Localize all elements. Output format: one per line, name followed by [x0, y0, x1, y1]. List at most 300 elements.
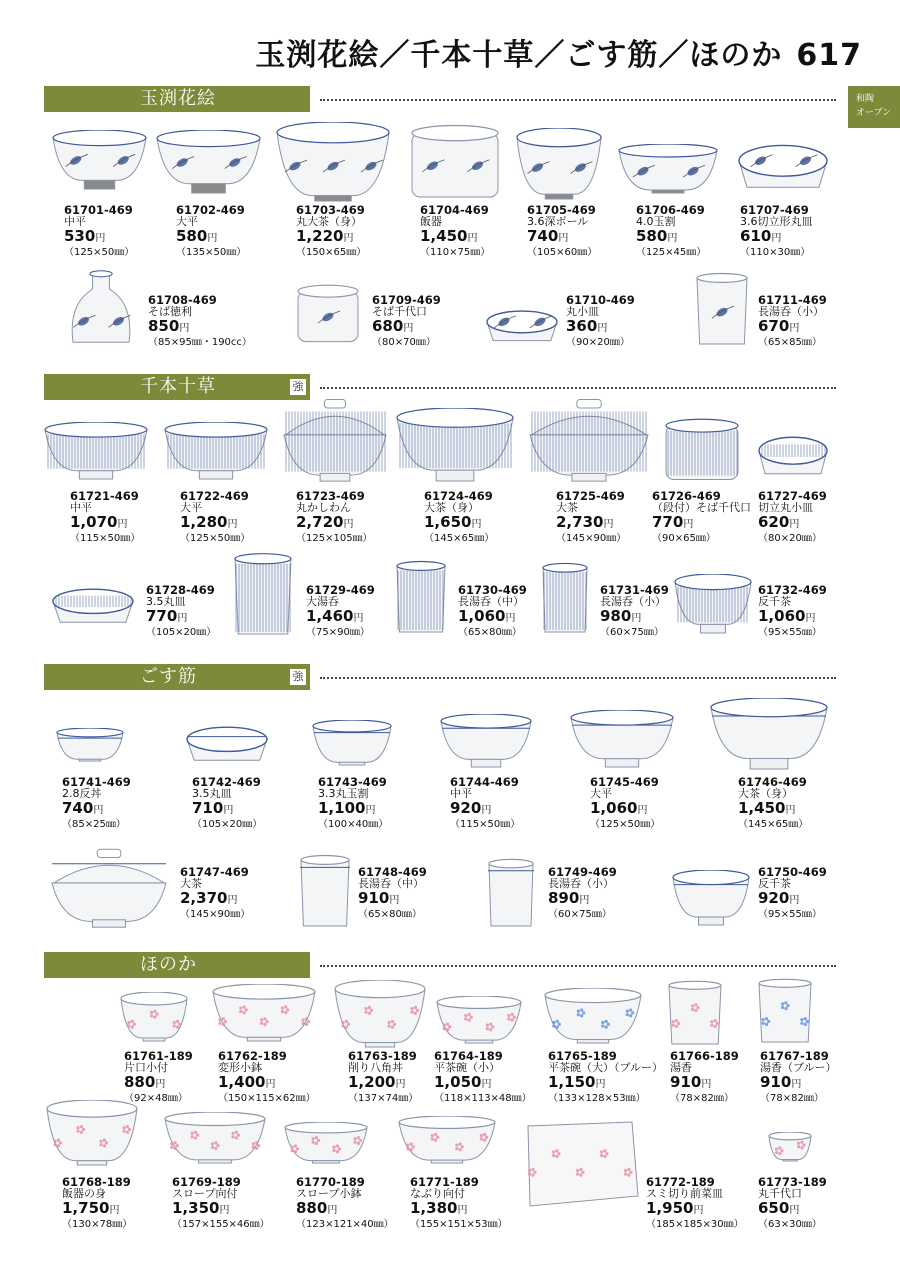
product-price	[176, 228, 246, 247]
product-dimensions: （65×80㎜）	[458, 627, 522, 638]
price-value: 670	[758, 317, 790, 335]
product-image	[756, 978, 814, 1044]
product-code: 61746-469	[738, 775, 807, 789]
product-code: 61743-469	[318, 775, 387, 789]
product-info	[64, 204, 134, 259]
price-unit: 円	[701, 1079, 712, 1090]
product-image	[276, 122, 390, 202]
product-illustration	[212, 984, 316, 1042]
product-illustration	[540, 562, 590, 634]
product-image	[486, 310, 558, 344]
section-title: 千本十草	[140, 376, 216, 397]
price-unit: 円	[785, 805, 796, 816]
product-illustration	[284, 1122, 368, 1164]
product-code: 61763-189	[348, 1049, 417, 1063]
price-unit: 円	[481, 805, 492, 816]
price-value: 910	[358, 889, 390, 907]
product-code: 61768-189	[62, 1175, 131, 1189]
product-dimensions: （75×90㎜）	[306, 627, 370, 638]
product-code: 61727-469	[758, 489, 827, 503]
product-code: 61742-469	[192, 775, 261, 789]
product-dimensions: （145×90㎜）	[556, 533, 627, 544]
product-image	[334, 980, 426, 1048]
product-price	[556, 514, 626, 533]
product-image	[296, 284, 360, 344]
product-price	[590, 800, 660, 819]
price-value: 770	[146, 607, 178, 625]
product-price	[566, 318, 635, 337]
side-index-tab	[848, 86, 900, 128]
product-name: 変形小鉢	[218, 1061, 262, 1074]
product-dimensions: （110×75㎜）	[420, 247, 491, 258]
product-dimensions: （145×65㎜）	[424, 533, 495, 544]
product-dimensions: （123×121×40㎜）	[296, 1219, 394, 1230]
product-illustration	[52, 588, 134, 626]
price-value: 1,060	[458, 607, 506, 625]
product-illustration	[66, 270, 136, 346]
price-unit: 円	[179, 323, 190, 334]
product-name: 3.5丸皿	[192, 787, 232, 800]
product-info	[70, 490, 140, 545]
product-illustration	[186, 726, 268, 764]
product-code: 61730-469	[458, 583, 527, 597]
product-name: 大湯呑	[306, 595, 339, 608]
product-price	[124, 1074, 193, 1093]
price-unit: 円	[471, 519, 482, 530]
product-illustration	[436, 996, 522, 1044]
product-image	[44, 422, 148, 480]
product-price	[192, 800, 262, 819]
product-dimensions: （80×20㎜）	[758, 533, 822, 544]
product-illustration	[52, 130, 147, 190]
product-illustration	[440, 714, 532, 768]
product-code: 61724-469	[424, 489, 493, 503]
product-dimensions: （85×95㎜・190cc）	[148, 337, 252, 348]
product-image	[570, 710, 674, 768]
section-title: ほのか	[140, 954, 197, 975]
product-price	[296, 514, 373, 533]
price-value: 1,100	[318, 799, 366, 817]
product-price	[146, 608, 216, 627]
product-price	[172, 1200, 270, 1219]
price-value: 920	[450, 799, 482, 817]
product-info	[62, 1176, 132, 1231]
product-image	[544, 988, 642, 1044]
price-unit: 円	[481, 1079, 492, 1090]
product-illustration	[618, 144, 718, 194]
product-illustration	[710, 698, 828, 770]
product-illustration	[164, 422, 268, 480]
product-illustration	[758, 436, 828, 478]
product-price	[758, 318, 827, 337]
section-divider	[320, 99, 836, 101]
product-dimensions: （185×185×30㎜）	[646, 1219, 744, 1230]
product-name: 大茶	[556, 501, 578, 514]
product-info	[420, 204, 490, 259]
product-illustration	[394, 560, 448, 634]
product-dimensions: （95×55㎜）	[758, 909, 822, 920]
product-dimensions: （137×74㎜）	[348, 1093, 419, 1104]
product-code: 61750-469	[758, 865, 827, 879]
price-unit: 円	[389, 895, 400, 906]
price-unit: 円	[457, 1205, 468, 1216]
price-unit: 円	[327, 1205, 338, 1216]
product-image	[664, 418, 740, 482]
product-dimensions: （150×115×62㎜）	[218, 1093, 316, 1104]
product-info	[758, 1176, 827, 1231]
price-value: 360	[566, 317, 598, 335]
product-image	[56, 728, 124, 762]
price-value: 1,460	[306, 607, 354, 625]
product-illustration	[398, 1116, 496, 1164]
product-price	[70, 514, 140, 533]
product-illustration	[410, 124, 500, 200]
product-price	[458, 608, 527, 627]
product-price	[527, 228, 597, 247]
product-image	[284, 1122, 368, 1164]
product-dimensions: （115×50㎜）	[450, 819, 521, 830]
product-illustration	[232, 552, 294, 636]
product-info	[296, 1176, 394, 1231]
product-price	[296, 1200, 394, 1219]
price-unit: 円	[365, 805, 376, 816]
product-code: 61705-469	[527, 203, 596, 217]
product-info	[148, 294, 252, 349]
price-unit: 円	[265, 1079, 276, 1090]
product-illustration	[672, 870, 750, 926]
product-image	[410, 124, 500, 200]
price-unit: 円	[227, 519, 238, 530]
price-unit: 円	[579, 895, 590, 906]
product-image	[394, 560, 448, 634]
product-name: 切立丸小皿	[758, 501, 813, 514]
product-dimensions: （78×82㎜）	[760, 1093, 824, 1104]
product-name: 大平	[176, 215, 198, 228]
product-name: 長湯呑（小）	[758, 305, 824, 318]
product-price	[758, 1200, 827, 1219]
product-info	[527, 204, 597, 259]
price-unit: 円	[603, 519, 614, 530]
product-dimensions: （115×50㎜）	[70, 533, 141, 544]
price-value: 740	[527, 227, 559, 245]
product-dimensions: （85×25㎜）	[62, 819, 126, 830]
product-illustration	[276, 122, 390, 202]
product-code: 61707-469	[740, 203, 809, 217]
product-image	[694, 272, 750, 346]
product-price	[296, 228, 366, 247]
product-code: 61722-469	[180, 489, 249, 503]
product-code: 61766-189	[670, 1049, 739, 1063]
price-value: 770	[652, 513, 684, 531]
product-name: そば千代口	[372, 305, 427, 318]
product-image	[528, 396, 650, 482]
strength-badge: 強	[290, 669, 306, 685]
product-name: 丸大茶（身）	[296, 215, 362, 228]
product-dimensions: （125×50㎜）	[180, 533, 251, 544]
price-value: 1,750	[62, 1199, 110, 1217]
product-info	[636, 204, 706, 259]
product-illustration	[164, 1112, 266, 1164]
product-code: 61745-469	[590, 775, 659, 789]
price-value: 1,060	[590, 799, 638, 817]
product-code: 61771-189	[410, 1175, 479, 1189]
product-info	[738, 776, 808, 831]
product-dimensions: （100×40㎜）	[318, 819, 389, 830]
product-price	[636, 228, 706, 247]
product-code: 61708-469	[148, 293, 217, 307]
price-unit: 円	[597, 323, 608, 334]
product-name: そば徳利	[148, 305, 192, 318]
product-code: 61701-469	[64, 203, 133, 217]
product-name: なぶり向付	[410, 1187, 465, 1200]
product-info	[566, 294, 635, 349]
price-unit: 円	[343, 233, 354, 244]
product-dimensions: （60×75㎜）	[600, 627, 664, 638]
product-image	[520, 1120, 640, 1210]
price-unit: 円	[789, 1205, 800, 1216]
product-image	[52, 130, 147, 190]
product-name: 大平	[180, 501, 202, 514]
product-dimensions: （150×65㎜）	[296, 247, 367, 258]
product-dimensions: （125×105㎜）	[296, 533, 373, 544]
price-value: 1,050	[434, 1073, 482, 1091]
product-name: スロープ小鉢	[296, 1187, 362, 1200]
price-value: 740	[62, 799, 94, 817]
product-price	[652, 514, 751, 533]
product-image	[436, 996, 522, 1044]
product-name: （段付）そば千代口	[652, 501, 751, 514]
product-price	[180, 514, 250, 533]
product-illustration	[56, 728, 124, 762]
product-name: 丸かしわん	[296, 501, 351, 514]
product-price	[358, 890, 427, 909]
product-dimensions: （78×82㎜）	[670, 1093, 734, 1104]
section-divider	[320, 677, 836, 679]
product-price	[410, 1200, 508, 1219]
product-name: 3.6深ボール	[527, 215, 589, 228]
product-image	[120, 992, 188, 1042]
price-unit: 円	[791, 1079, 802, 1090]
price-unit: 円	[789, 323, 800, 334]
product-image	[768, 1132, 812, 1162]
product-code: 61726-469	[652, 489, 721, 503]
product-name: 長湯呑（中）	[358, 877, 424, 890]
price-value: 620	[758, 513, 790, 531]
product-price	[148, 318, 252, 337]
product-price	[306, 608, 375, 627]
price-unit: 円	[93, 805, 104, 816]
product-price	[548, 890, 617, 909]
product-price	[62, 800, 131, 819]
price-value: 710	[192, 799, 224, 817]
product-illustration	[298, 854, 352, 928]
product-dimensions: （110×30㎜）	[740, 247, 811, 258]
price-value: 890	[548, 889, 580, 907]
product-dimensions: （155×151×53㎜）	[410, 1219, 508, 1230]
product-name: 3.6切立形丸皿	[740, 215, 813, 228]
product-info	[758, 584, 827, 639]
product-price	[758, 514, 827, 533]
product-illustration	[334, 980, 426, 1048]
product-name: 湯香	[670, 1061, 692, 1074]
product-dimensions: （90×65㎜）	[652, 533, 716, 544]
product-info	[306, 584, 375, 639]
price-value: 1,380	[410, 1199, 458, 1217]
price-value: 1,650	[424, 513, 472, 531]
product-code: 61732-469	[758, 583, 827, 597]
price-value: 1,450	[738, 799, 786, 817]
price-value: 580	[636, 227, 668, 245]
section-title: ごす筋	[140, 666, 197, 687]
product-illustration	[664, 418, 740, 482]
product-dimensions: （105×20㎜）	[192, 819, 263, 830]
product-info	[646, 1176, 744, 1231]
product-illustration	[46, 1100, 138, 1166]
price-value: 1,280	[180, 513, 228, 531]
product-info	[180, 866, 250, 921]
product-name: 湯香（ブルー）	[760, 1061, 837, 1074]
price-unit: 円	[558, 233, 569, 244]
price-value: 910	[760, 1073, 792, 1091]
product-dimensions: （145×90㎜）	[180, 909, 251, 920]
product-price	[738, 800, 808, 819]
price-value: 2,370	[180, 889, 228, 907]
price-value: 2,730	[556, 513, 604, 531]
product-price	[646, 1200, 744, 1219]
product-image	[212, 984, 316, 1042]
price-unit: 円	[353, 613, 364, 624]
product-code: 61704-469	[420, 203, 489, 217]
price-value: 1,070	[70, 513, 118, 531]
product-code: 61764-189	[434, 1049, 503, 1063]
price-value: 1,060	[758, 607, 806, 625]
product-image	[232, 552, 294, 636]
product-name: 長湯呑（中）	[458, 595, 524, 608]
product-image	[710, 698, 828, 770]
product-image	[674, 574, 752, 634]
product-image	[440, 714, 532, 768]
product-price	[434, 1074, 532, 1093]
product-code: 61721-469	[70, 489, 139, 503]
price-unit: 円	[343, 519, 354, 530]
side-tab-line-1: 和陶	[856, 94, 875, 104]
product-name: 中平	[450, 787, 472, 800]
product-info	[458, 584, 527, 639]
product-info	[548, 866, 617, 921]
product-name: 丸小皿	[566, 305, 599, 318]
price-value: 910	[670, 1073, 702, 1091]
product-code: 61769-189	[172, 1175, 241, 1189]
product-dimensions: （95×55㎜）	[758, 627, 822, 638]
product-code: 61765-189	[548, 1049, 617, 1063]
product-image	[298, 854, 352, 928]
product-name: 削り八角丼	[348, 1061, 403, 1074]
product-info	[62, 776, 131, 831]
price-unit: 円	[155, 1079, 166, 1090]
page-number: 617	[796, 38, 862, 73]
product-code: 61741-469	[62, 775, 131, 789]
product-illustration	[528, 396, 650, 482]
product-code: 61710-469	[566, 293, 635, 307]
strength-badge: 強	[290, 379, 306, 395]
product-dimensions: （105×60㎜）	[527, 247, 598, 258]
product-dimensions: （125×50㎜）	[590, 819, 661, 830]
product-image	[46, 1100, 138, 1166]
product-code: 61772-189	[646, 1175, 715, 1189]
product-image	[396, 408, 514, 482]
product-name: 3.5丸皿	[146, 595, 186, 608]
product-illustration	[396, 408, 514, 482]
product-price	[348, 1074, 418, 1093]
price-unit: 円	[505, 613, 516, 624]
product-illustration	[120, 992, 188, 1042]
price-value: 1,220	[296, 227, 344, 245]
product-info	[296, 204, 366, 259]
product-dimensions: （80×70㎜）	[372, 337, 436, 348]
product-code: 61723-469	[296, 489, 365, 503]
product-info	[372, 294, 441, 349]
product-illustration	[44, 422, 148, 480]
product-info	[296, 490, 373, 545]
price-unit: 円	[223, 805, 234, 816]
product-code: 61703-469	[296, 203, 365, 217]
price-unit: 円	[683, 519, 694, 530]
product-dimensions: （65×80㎜）	[358, 909, 422, 920]
page-title	[255, 30, 862, 74]
product-info	[434, 1050, 532, 1105]
product-name: 中平	[70, 501, 92, 514]
product-price	[758, 608, 827, 627]
product-dimensions: （125×45㎜）	[636, 247, 707, 258]
product-image	[164, 1112, 266, 1164]
product-code: 61762-189	[218, 1049, 287, 1063]
price-unit: 円	[403, 323, 414, 334]
product-illustration	[296, 284, 360, 344]
product-info	[590, 776, 660, 831]
product-info	[172, 1176, 270, 1231]
product-dimensions: （63×30㎜）	[758, 1219, 822, 1230]
price-value: 920	[758, 889, 790, 907]
product-name: スミ切り前菜皿	[646, 1187, 723, 1200]
product-info	[192, 776, 262, 831]
price-unit: 円	[771, 233, 782, 244]
price-unit: 円	[805, 613, 816, 624]
section-header-2	[44, 374, 310, 400]
product-illustration	[520, 1120, 640, 1210]
product-code: 61747-469	[180, 865, 249, 879]
product-dimensions: （65×85㎜）	[758, 337, 822, 348]
product-dimensions: （90×20㎜）	[566, 337, 630, 348]
product-name: スロープ向付	[172, 1187, 238, 1200]
product-dimensions: （135×50㎜）	[176, 247, 247, 258]
product-info	[758, 490, 827, 545]
product-code: 61731-469	[600, 583, 669, 597]
product-dimensions: （60×75㎜）	[548, 909, 612, 920]
product-code: 61748-469	[358, 865, 427, 879]
product-image	[486, 858, 536, 928]
product-info	[450, 776, 520, 831]
section-divider	[320, 965, 836, 967]
product-code: 61761-189	[124, 1049, 193, 1063]
product-illustration	[282, 396, 388, 482]
price-value: 650	[758, 1199, 790, 1217]
product-price	[424, 514, 494, 533]
product-price	[740, 228, 813, 247]
product-name: 平茶碗（小）	[434, 1061, 500, 1074]
product-illustration	[156, 130, 261, 194]
product-illustration	[738, 144, 828, 192]
product-info	[600, 584, 669, 639]
